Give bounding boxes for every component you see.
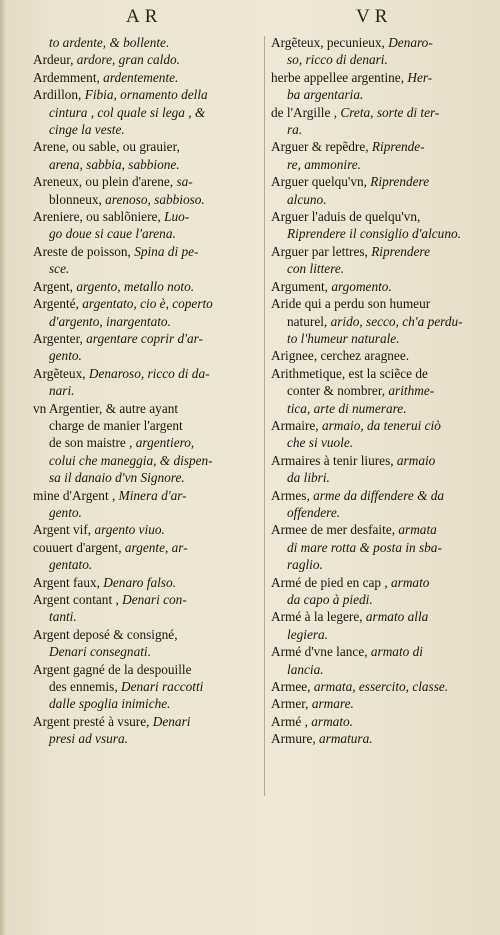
dictionary-entry [33,626,265,661]
dictionary-entry [271,643,500,678]
dictionary-entry [33,539,265,574]
italian-translation: argento, metallo noto. [76,278,195,294]
french-term: Arguer l'aduis de quelqu'vn, [271,209,421,225]
italian-translation: Riprendere [371,243,431,259]
dictionary-entry [271,730,500,747]
entry-line [33,243,265,260]
italian-translation: arena, sabbia, sabbione. [49,156,180,172]
italian-translation: sa il danaio d'vn Signore. [49,470,185,486]
entry-line [33,347,265,364]
entry-line [33,626,265,643]
entry-line [33,69,265,86]
entry-line [33,330,265,347]
french-term: Argent faux, [33,574,104,590]
french-term: Areneux, ou plein d'arene, [33,174,177,190]
dictionary-entry [33,69,265,86]
entry-line [33,695,265,712]
entry-line [271,608,500,625]
french-term: Arithmetique, est la sciẽce de [271,365,428,381]
entry-line [271,86,500,103]
french-term: Areste de poisson, [33,243,135,259]
french-term: Argent vif, [33,522,95,538]
french-term: Argument, [271,278,332,294]
running-header [0,6,500,36]
entry-line [271,626,500,643]
italian-translation: Denari raccotti [121,679,204,695]
dictionary-entry [33,138,265,173]
french-term: Arguer quelqu'vn, [271,174,371,190]
french-term: charge de manier l'argent [49,417,183,433]
italian-translation: Riprendere il consiglio d'alcuno. [287,226,461,242]
entry-line [33,521,265,538]
dictionary-entry [33,86,265,138]
entry-line [33,278,265,295]
entry-line [33,86,265,103]
entry-line [271,730,500,747]
italian-translation: armaio [396,452,436,468]
dictionary-entry [271,34,500,69]
italian-translation: armato alla [365,609,429,625]
italian-translation: sa- [176,174,193,190]
italian-translation: legiera. [287,626,328,642]
italian-translation: ba argentaria. [287,87,364,103]
french-term: naturel, [287,313,331,329]
dictionary-entry [33,330,265,365]
italian-translation: argentiero, [135,435,195,451]
italian-translation: sce. [49,261,70,277]
entry-line [33,504,265,521]
entry-line [271,504,500,521]
entry-line [33,661,265,678]
left-column [33,34,265,748]
french-term: Argenté, [33,296,83,312]
french-term: Armee de mer desfaite, [271,522,399,538]
italian-translation: cinge la veste. [49,122,125,138]
entry-line [271,695,500,712]
french-term: Arguer & repẽdre, [271,139,372,155]
italian-translation: Minera d'ar- [118,487,187,503]
italian-translation: Luo- [164,209,190,225]
italian-translation: armare. [311,696,354,712]
french-term: Argent contant , [33,592,123,607]
dictionary-entry [271,104,500,139]
italian-translation: raglio. [287,557,323,573]
italian-translation: ra. [287,122,303,138]
entry-line [271,51,500,68]
dictionary-entry [271,347,500,364]
entry-line [271,400,500,417]
italian-translation: Denaro falso. [103,574,176,590]
entry-line [33,400,265,417]
dictionary-entry [33,591,265,626]
entry-line [271,34,500,51]
entry-line [33,452,265,469]
entry-line [33,260,265,277]
italian-translation: da capo à piedi. [287,592,373,607]
french-term: Armure, [271,731,319,747]
italian-translation: tanti. [49,609,77,625]
entry-line [33,469,265,486]
italian-translation: gento. [49,504,82,520]
entry-line [271,678,500,695]
french-term: vn Argentier, & autre ayant [33,400,179,416]
french-term: Arignee, cerchez aragnee. [271,348,410,364]
french-term: Areniere, ou sablõniere, [33,209,165,225]
entry-line [271,539,500,556]
italian-translation: armaio, da tenerui ciò [321,417,441,433]
dictionary-entry [33,365,265,400]
entry-line [271,487,500,504]
entry-line [33,730,265,747]
entry-line [271,208,500,225]
entry-line [271,69,500,86]
entry-line [271,138,500,155]
entry-line [271,295,500,312]
french-term: Ardillon, [33,87,85,103]
italian-translation: Fibia, ornamento della [84,87,208,103]
french-term: Argent deposé & consigné, [33,626,178,642]
italian-translation: Denari [152,713,191,729]
french-term: Argẽteux, pecunieux, [271,35,389,50]
italian-translation: armatura. [319,731,373,747]
entry-line [271,173,500,190]
dictionary-entry [33,400,265,487]
entry-line [271,591,500,608]
italian-translation: Denari con- [122,592,187,607]
french-term: Ardemment, [33,69,104,85]
right-column [271,34,500,748]
entry-line [271,365,500,382]
dictionary-entry [271,487,500,522]
dictionary-entry [33,173,265,208]
italian-translation: argentare coprir d'ar- [86,330,203,346]
entry-line [33,608,265,625]
italian-translation: Spina di pe- [134,243,199,259]
italian-translation: con littere. [287,261,345,277]
italian-translation: che si vuole. [287,435,354,451]
header-left: AR [126,6,163,27]
dictionary-entry [271,243,500,278]
dictionary-entry [33,51,265,68]
entry-line [271,225,500,242]
entry-line [33,382,265,399]
italian-translation: alcuno. [287,191,327,207]
french-term: Armer, [271,696,312,712]
entry-line [271,260,500,277]
entry-line [33,678,265,695]
entry-line [33,225,265,242]
dictionary-entry [271,278,500,295]
italian-translation: argentato, cio è, coperto [82,296,213,312]
dictionary-entry [271,678,500,695]
italian-translation: lancia. [287,661,324,677]
entry-line [271,434,500,451]
dictionary-entry [271,173,500,208]
italian-translation: gento. [49,348,82,364]
french-term: Armee, [271,679,314,695]
italian-translation: Riprende- [371,139,425,155]
entry-line [271,713,500,730]
dictionary-entry [271,452,500,487]
french-term: Armé de pied en cap , [271,574,391,590]
french-term: Aride qui a perdu son humeur [271,296,431,312]
entry-line [271,643,500,660]
column-rule [264,36,265,796]
italian-translation: Creta, sorte di ter- [340,104,440,120]
entry-line [271,330,500,347]
italian-translation: da libri. [287,470,330,486]
italian-translation: arido, secco, ch'a perdu- [330,313,463,329]
french-term: couuert d'argent, [33,539,125,555]
italian-translation: to ardente, & bollente. [49,35,170,50]
dictionary-entry [271,574,500,609]
french-term: Armé d'vne lance, [271,644,371,660]
french-term: Armé à la legere, [271,609,366,625]
entry-line [33,138,265,155]
italian-translation: so, ricco di denari. [287,52,388,68]
french-term: Arene, ou sable, ou grauier, [33,139,180,155]
entry-line [33,191,265,208]
french-term: Armaires à tenir liures, [271,452,397,468]
entry-line [33,313,265,330]
entry-line [33,539,265,556]
entry-line [271,469,500,486]
dictionary-entry [271,521,500,573]
italian-translation: Her- [407,69,433,85]
french-term: Argent presté à vsure, [33,713,153,729]
italian-translation: presi ad vsura. [49,731,128,747]
french-term: Armes, [271,487,314,503]
italian-translation: to l'humeur naturale. [287,330,400,346]
italian-translation: ardore, gran caldo. [76,52,180,68]
italian-translation: tica, arte di numerare. [287,400,407,416]
entry-line [33,487,265,504]
dictionary-entry [33,574,265,591]
entry-line [33,121,265,138]
dictionary-entry [33,487,265,522]
french-term: Argent gagné de la despouille [33,661,192,677]
entry-line [271,347,500,364]
entry-line [33,104,265,121]
entry-line [33,295,265,312]
dictionary-entry [33,208,265,243]
italian-translation: ardentemente. [103,69,179,85]
entry-line [271,382,500,399]
italian-translation: dalle spoglia inimiche. [49,696,171,712]
italian-translation: armato. [311,713,353,729]
french-term: Argent, [33,278,77,294]
italian-translation: arenoso, sabbioso. [105,191,205,207]
entry-line [33,173,265,190]
entry-line [33,34,265,51]
french-term: Arguer par lettres, [271,243,372,259]
dictionary-entry [271,365,500,417]
header-right: VR [356,6,393,27]
entry-line [33,643,265,660]
french-term: de l'Argille , [271,104,341,120]
italian-translation: arme da diffendere & da [313,487,445,503]
italian-translation: argente, ar- [124,539,188,555]
entry-line [271,574,500,591]
entry-line [271,191,500,208]
french-term: des ennemis, [49,679,122,695]
dictionary-entry [33,278,265,295]
binding-gutter [0,0,6,935]
italian-translation: gentato. [49,557,93,573]
italian-translation: argento viuo. [94,522,165,538]
dictionary-entry [33,243,265,278]
italian-translation: argomento. [331,278,392,294]
entry-line [33,574,265,591]
italian-translation: arithme- [388,383,435,399]
entry-line [33,208,265,225]
entry-line [271,278,500,295]
entry-line [271,556,500,573]
dictionary-entry [271,208,500,243]
french-term: Armaire, [271,417,322,433]
italian-translation: armata, essercito, classe. [313,679,449,695]
dictionary-entry [271,417,500,452]
italian-translation: di mare rotta & posta in sba- [287,539,442,555]
dictionary-entry [33,34,265,51]
entry-line [33,591,265,608]
entry-line [271,121,500,138]
entry-line [33,434,265,451]
entry-line [33,556,265,573]
entry-line [33,51,265,68]
entry-line [33,713,265,730]
italian-translation: nari. [49,383,75,399]
french-term: herbe appellee argentine, [271,69,408,85]
dictionary-entry [271,138,500,173]
italian-translation: Denari consegnati. [49,644,151,660]
italian-translation: cintura , col quale si lega , & [49,104,206,120]
dictionary-entry [271,713,500,730]
entry-line [33,365,265,382]
entry-line [271,104,500,121]
italian-translation: offendere. [287,504,341,520]
italian-translation: armato [391,574,430,590]
italian-translation: Denaro- [388,35,433,50]
entry-line [271,417,500,434]
italian-translation: colui che maneggia, & dispen- [49,452,213,468]
italian-translation: go doue si caue l'arena. [49,226,176,242]
french-term: Argẽteux, [33,365,89,381]
entry-line [271,156,500,173]
entry-line [271,661,500,678]
entry-line [271,452,500,469]
dictionary-entry [33,521,265,538]
french-term: blonneux, [49,191,106,207]
entry-line [271,521,500,538]
french-term: de son maistre , [49,435,136,451]
entry-line [33,156,265,173]
entry-line [271,243,500,260]
italian-translation: d'argento, inargentato. [49,313,171,329]
dictionary-entry [271,695,500,712]
french-term: mine d'Argent , [33,487,119,503]
italian-translation: Denaroso, ricco di da- [88,365,210,381]
dictionary-entry [271,69,500,104]
italian-translation: re, ammonire. [287,156,361,172]
dictionary-entry [271,608,500,643]
italian-translation: armato di [370,644,423,660]
dictionary-entry [271,295,500,347]
french-term: Ardeur, [33,52,77,68]
french-term: Armé , [271,713,312,729]
french-term: Argenter, [33,330,87,346]
dictionary-entry [33,295,265,330]
french-term: conter & nombrer, [287,383,389,399]
italian-translation: armata [398,522,437,538]
entry-line [33,417,265,434]
dictionary-entry [33,713,265,748]
dictionary-entry [33,661,265,713]
entry-line [271,313,500,330]
italian-translation: Riprendere [370,174,430,190]
